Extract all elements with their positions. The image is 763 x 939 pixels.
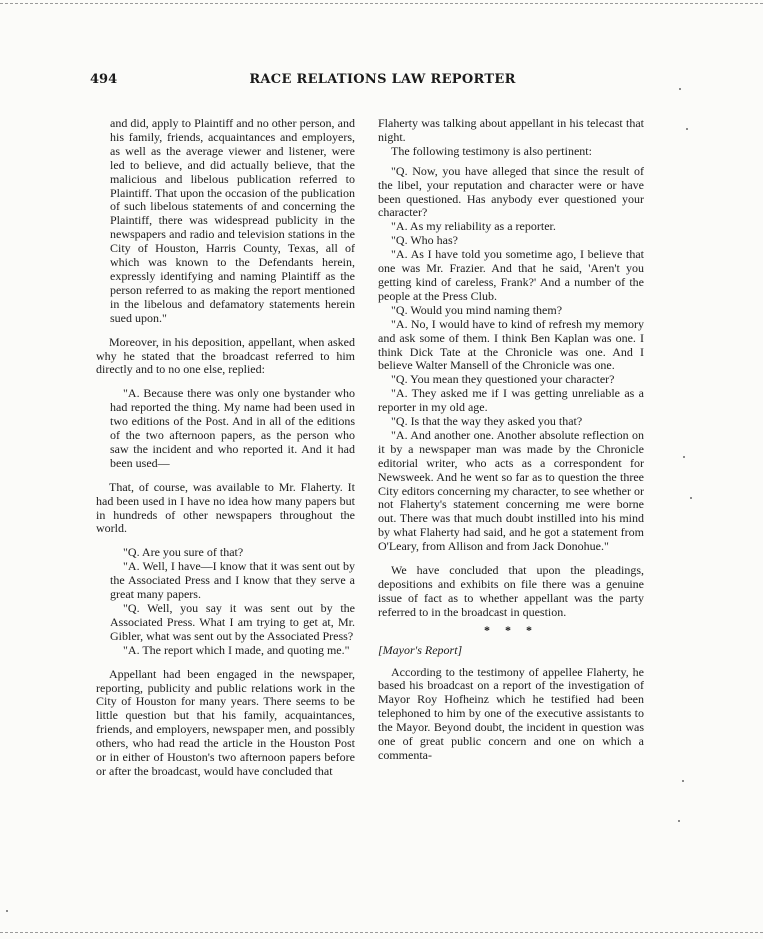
quoted-deposition-answer: "A. Because there was only one bystander who had reported the thing. My name had been used in two editions of the Post. And in all of the editions of the two afternoon papers, as the person who saw the incident and who reported it. And it had been used— — [110, 386, 355, 470]
page-header — [90, 72, 675, 92]
paragraph-mayors-report: According to the testimony of appellee Flaherty, he based his broadcast on a report of the investigation of Mayor Roy Hofheinz which he testified had been telephoned to him by one of the executive assistants to the Mayor. Beyond doubt, the incident in question was one of great public concern and one on which a commenta- — [378, 664, 644, 762]
right-column — [378, 117, 644, 763]
left-column — [96, 117, 355, 779]
testimony-line: "A. The report which I made, and quoting me." — [123, 642, 350, 657]
paragraph-testimony-lead: The following testimony is also pertinent: — [391, 143, 592, 158]
scan-speck — [686, 128, 688, 130]
testimony-line: "Q. Are you sure of that? — [123, 545, 244, 560]
quoted-petition-continuation: and did, apply to Plaintiff and no other person, and his family, friends, acquaintances and employers, as well as the average viewer and listener, were led to believe, and did actually believe, that the malicious and libelous publication referred to Plaintiff. That upon the occasion of the publication of such libelous statements of and concerning the Plaintiff, there was widespread publicity in the newspapers and radio and television stations in the City of Houston, Harris County, Texas, all of which was known to the Defendants herein, expressly identifying and naming Plaintiff as the person referred to as making the report mentioned in the libelous and defamatory statements herein sued upon." — [110, 116, 355, 325]
paragraph-continuation: Flaherty was talking about appellant in his telecast that night. — [378, 116, 644, 144]
section-separator: * * * — [484, 622, 538, 637]
testimony-line: "A. They asked me if I was getting unreliable as a reporter in my old age. — [378, 386, 644, 415]
paragraph-availability: That, of course, was available to Mr. Flaherty. It had been used in I have no idea how many papers but in hundreds of other newspapers throughout the world. — [96, 479, 355, 536]
scan-speck — [690, 497, 692, 499]
scan-speck — [679, 88, 681, 90]
paragraph-conclusion: We have concluded that upon the pleadings, depositions and exhibits on file there was a genuine issue of fact as to whether appellant was the party referred to in the broadcast in question. — [378, 563, 644, 619]
scan-speck — [682, 780, 684, 782]
scan-speck — [683, 456, 685, 458]
testimony-line: "Q. Well, you say it was sent out by the Associated Press. What I am trying to get at, Mr. Gibler, what was sent out by the Associated Press? — [110, 601, 355, 643]
paragraph-appellant-background: Appellant had been engaged in the newspaper, reporting, publicity and public relations work in the City of Houston for many years. There seems to be little question but that his family, acquaintances, friends, and employers, newspaper men, and possibly others, who had read the article in the Houston Post or in either of Houston's two afternoon papers before or after the broadcast, would have concluded that — [96, 666, 355, 778]
section-heading: [Mayor's Report] — [378, 642, 463, 657]
testimony-line: "Q. Would you mind naming them? — [391, 302, 563, 317]
testimony-line: "A. As my reliability as a reporter. — [391, 219, 556, 234]
testimony-line: "A. And another one. Another absolute reflection on it by a newspaper man was made by the Chronicle editorial writer, who acts as a correspondent for Newsweek. And he went so far as to question the three City editors concerning my character, to see whether or not Flaherty's statement concerning me were borne out. There was that much doubt instilled into his mind by what Flaherty had said, and he got a statement from O'Leary, from Allison and from Jack Donohue." — [378, 427, 644, 554]
testimony-line: "A. No, I would have to kind of refresh my memory and ask some of them. I think Ben Kaplan was one. I think Dick Tate at the Chronicle was one. And I believe Walter Mansell of the Chronicle was one. — [378, 316, 644, 373]
paragraph-deposition-intro: Moreover, in his deposition, appellant, when asked why he stated that the broadcast referred to him directly and to no one else, replied: — [96, 334, 355, 377]
testimony-line: "Q. Now, you have alleged that since the result of the libel, your reputation and character were or have been questioned. Has anybody ever questioned your character? — [378, 163, 644, 220]
testimony-line: "A. As I have told you sometime ago, I believe that one was Mr. Frazier. And that he said, 'Aren't you getting kind of careless, Frank?' And a number of the people at the Press Club. — [378, 247, 644, 303]
testimony-line: "Q. You mean they questioned your character? — [391, 372, 615, 387]
scan-edge-bottom — [0, 932, 763, 933]
testimony-line: "Q. Who has? — [391, 233, 458, 248]
page-number: 494 — [90, 72, 118, 87]
scan-speck — [678, 820, 680, 822]
testimony-line: "A. Well, I have—I know that it was sent out by the Associated Press and I know that they serve a great many papers. — [110, 559, 355, 602]
scan-speck — [6, 910, 8, 912]
testimony-line: "Q. Is that the way they asked you that? — [391, 414, 583, 429]
scan-edge-top — [0, 3, 763, 4]
running-title: RACE RELATIONS LAW REPORTER — [249, 72, 516, 87]
